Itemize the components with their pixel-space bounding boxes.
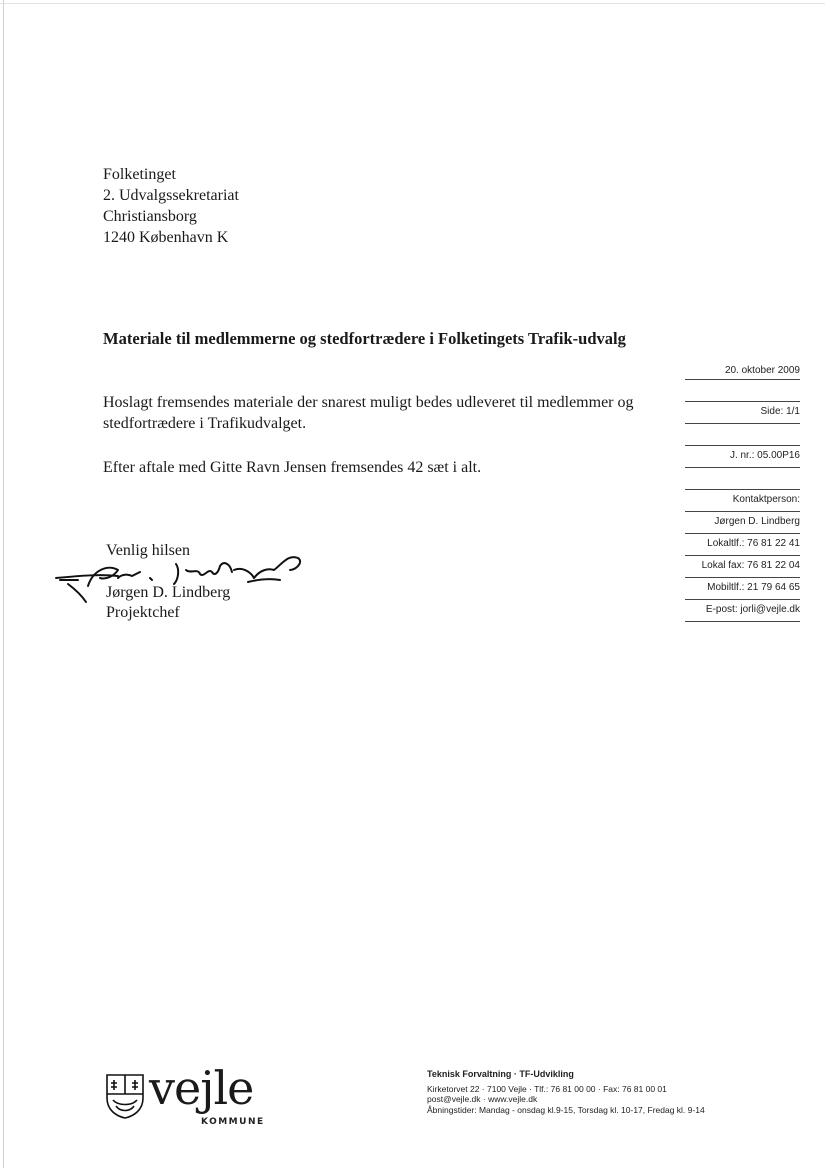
page-number: Side: 1/1 [685, 402, 800, 424]
divider [685, 468, 800, 490]
logo-subtitle: KOMMUNE [201, 1117, 265, 1127]
contact-name: Jørgen D. Lindberg [685, 512, 800, 534]
footer-department: Teknisk Forvaltning · TF-Udvikling [427, 1069, 574, 1079]
recipient-line: 2. Udvalgssekretariat [103, 187, 239, 204]
scan-edge [3, 0, 4, 1168]
divider [685, 380, 800, 402]
divider [685, 424, 800, 446]
letter-subject: Materiale til medlemmerne og stedfortrædere i Folketingets Trafik-udvalg [103, 329, 626, 348]
contact-fax: Lokal fax: 76 81 22 04 [685, 556, 800, 578]
recipient-address [103, 164, 239, 248]
sender-name: Jørgen D. Lindberg [106, 583, 231, 601]
body-paragraph: Efter aftale med Gitte Ravn Jensen fremsendes 42 sæt i alt. [103, 459, 482, 476]
vejle-kommune-logo [104, 1061, 265, 1132]
journal-number: J. nr.: 05.00P16 [685, 446, 800, 468]
letter-date: 20. oktober 2009 [685, 362, 800, 380]
contact-phone: Lokaltlf.: 76 81 22 41 [685, 534, 800, 556]
footer-contact [427, 1069, 705, 1115]
logo-wordmark: vejle [149, 1061, 254, 1115]
footer-web: post@vejle.dk · www.vejle.dk [427, 1094, 538, 1104]
recipient-line: Folketinget [103, 166, 176, 183]
contact-mobile: Mobiltlf.: 21 79 64 65 [685, 578, 800, 600]
recipient-line: Christiansborg [103, 208, 197, 225]
closing-greeting: Venlig hilsen [106, 542, 190, 559]
handwritten-signature [48, 540, 308, 610]
footer-address: Kirketorvet 22 · 7100 Vejle · Tlf.: 76 81 00 00 · Fax: 76 81 00 01 [427, 1083, 667, 1094]
contact-email: E-post: jorli@vejle.dk [685, 600, 800, 622]
sender-title: Projektchef [106, 604, 180, 621]
footer-hours: Åbningstider: Mandag - onsdag kl.9-15, Torsdag kl. 10-17, Fredag kl. 9-14 [427, 1104, 705, 1115]
scan-edge [0, 3, 825, 4]
coat-of-arms-icon [104, 1072, 146, 1120]
body-paragraph: Hoslagt fremsendes materiale der snarest muligt bedes udleveret til medlemmer og stedfortrædere i Trafikudvalget. [103, 394, 634, 432]
recipient-line: 1240 København K [103, 229, 229, 246]
contact-label: Kontaktperson: [685, 490, 800, 512]
reference-sidebar [685, 362, 800, 622]
